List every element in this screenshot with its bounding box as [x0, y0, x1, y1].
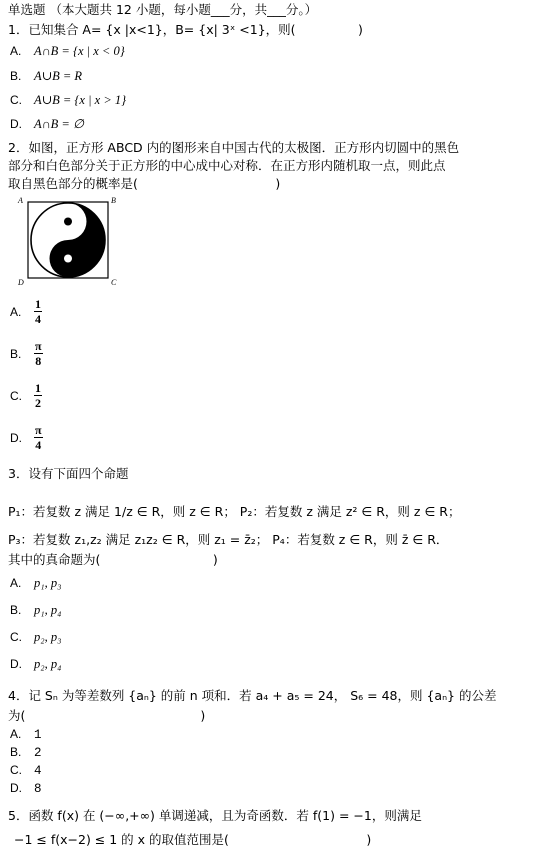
q4-line2: 为( ) — [8, 708, 206, 723]
q3-line3: 其中的真命题为( ) — [8, 552, 218, 567]
q2-line3: 取自黑色部分的概率是( ) — [8, 176, 281, 191]
q2-option-a: A. $\frac{1}{4}$ — [10, 297, 41, 326]
q3-line2: P₃：若复数 z₁,z₂ 满足 z₁z₂ ∈ R，则 z₁ = z̄₂； P₄：若复数 z ∈ R，则 z̄ ∈ R． — [8, 532, 449, 547]
q2-option-c: C. $\frac{1}{2}$ — [10, 381, 41, 410]
q3-line1: P₁：若复数 z 满足 1/z ∈ R，则 z ∈ R； P₂：若复数 z 满足 z² ∈ R，则 z ∈ R； — [8, 504, 461, 519]
q3-option-b: B. p₁, p₄ — [10, 603, 62, 617]
section-header: 单选题 （本大题共 12 小题，每小题___分，共___分。） — [8, 2, 318, 17]
q5-line2: −1 ≤ f(x−2) ≤ 1 的 x 的取值范围是( ) — [14, 832, 372, 847]
q3-option-c: C. p₂, p₃ — [10, 630, 62, 644]
q1-stem: 1．已知集合 A= {x |x<1}，B= {x| 3ˣ <1}，则( ) — [8, 22, 363, 37]
corner-label-c: C — [111, 278, 117, 287]
q1-option-b: B. A∪B = R — [10, 69, 83, 83]
corner-label-a: A — [18, 196, 23, 205]
q2-line1: 2．如图，正方形 ABCD 内的图形来自中国古代的太极图．正方形内切圆中的黑色 — [8, 140, 460, 155]
q2-line2: 部分和白色部分关于正方形的中心成中心对称．在正方形内随机取一点，则此点 — [8, 158, 446, 173]
q1-option-c: C. A∪B = {x | x > 1} — [10, 93, 127, 107]
q3-option-d: D. p₂, p₄ — [10, 657, 62, 671]
q1-option-d: D. A∩B = ∅ — [10, 117, 84, 131]
corner-label-d: D — [18, 278, 24, 287]
q4-option-b: B. 2 — [10, 745, 42, 760]
q3-stem: 3．设有下面四个命题 — [8, 466, 129, 481]
q2-option-b: B. $\frac{\pi}{8}$ — [10, 339, 42, 368]
q4-option-c: C. 4 — [10, 763, 42, 778]
q5-line1: 5．函数 f(x) 在 (−∞,+∞) 单调递减，且为奇函数．若 f(1) = −1，则满足 — [8, 808, 422, 823]
taiji-figure — [14, 196, 124, 287]
corner-label-b: B — [111, 196, 116, 205]
q4-line1: 4．记 Sₙ 为等差数列 {aₙ} 的前 n 项和．若 a₄ + a₅ = 24， S₆ = 48，则 {aₙ} 的公差 — [8, 688, 497, 703]
q4-option-d: D. 8 — [10, 781, 42, 796]
q3-option-a: A. p₁, p₃ — [10, 576, 62, 590]
q4-option-a: A. 1 — [10, 727, 42, 742]
q1-option-a: A. A∩B = {x | x < 0} — [10, 44, 125, 58]
q2-option-d: D. $\frac{\pi}{4}$ — [10, 423, 42, 452]
